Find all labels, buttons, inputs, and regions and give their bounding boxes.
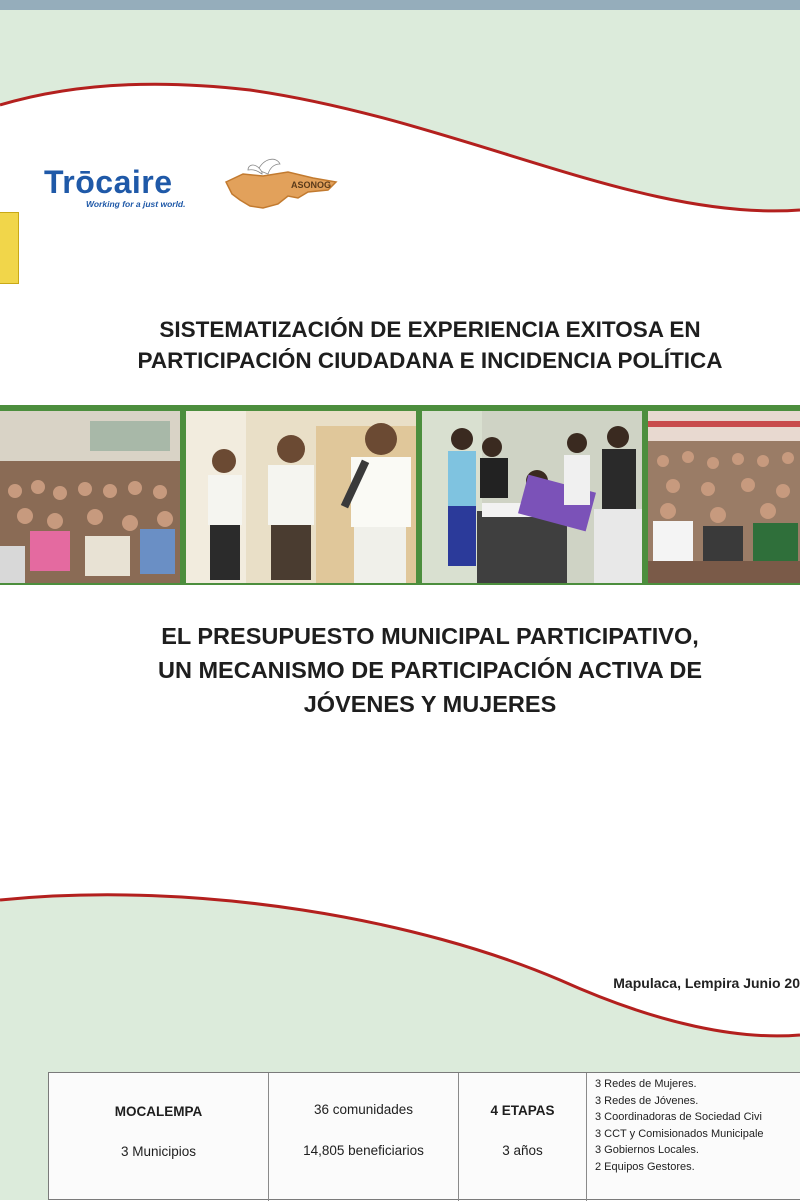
community-count: 36 comunidades — [313, 1102, 414, 1117]
main-title-line-2: PARTICIPACIÓN CIUDADANA E INCIDENCIA POLÍTICA — [137, 348, 723, 373]
list-item: 3 Gobiernos Locales. — [595, 1144, 699, 1156]
yellow-page-tab — [0, 212, 19, 284]
list-item: 2 Equipos Gestores. — [595, 1160, 695, 1173]
organization-name: MOCALEMPA — [114, 1104, 203, 1119]
summary-cell-stages — [459, 1073, 587, 1201]
photo-strip — [0, 405, 800, 585]
main-title-line-1: SISTEMATIZACIÓN DE EXPERIENCIA EXITOSA EN — [159, 317, 701, 342]
trocaire-wordmark: Trōcaire — [44, 164, 173, 200]
place-date-line: Mapulaca, Lempira Junio 20 — [613, 975, 800, 991]
municipality-count: 3 Municipios — [120, 1144, 197, 1159]
asonog-label: ASONOG — [291, 180, 332, 190]
summary-cell-reach — [269, 1073, 459, 1201]
signing-table-photo — [422, 411, 642, 583]
women-audience-photo — [648, 411, 800, 583]
subtitle-line-3: JÓVENES Y MUJERES — [303, 691, 557, 717]
list-item: 3 Redes de Mujeres. — [595, 1078, 697, 1090]
community-assembly-photo — [0, 411, 180, 583]
summary-cell-groups — [587, 1073, 800, 1201]
trocaire-tagline: Working for a just world. — [86, 199, 186, 209]
beneficiary-count: 14,805 beneficiarios — [303, 1143, 424, 1158]
stage-count: 4 ETAPAS — [490, 1103, 555, 1118]
duration-years: 3 años — [502, 1143, 543, 1158]
main-title — [60, 314, 800, 376]
subtitle-line-2: UN MECANISMO DE PARTICIPACIÓN ACTIVA DE — [158, 657, 702, 683]
subtitle-line-1: EL PRESUPUESTO MUNICIPAL PARTICIPATIVO, — [161, 623, 699, 649]
trocaire-logo — [44, 164, 214, 214]
list-item: 3 Redes de Jóvenes. — [595, 1094, 699, 1107]
speakers-microphone-photo — [186, 411, 416, 583]
summary-table — [48, 1072, 800, 1200]
asonog-logo — [218, 152, 343, 227]
list-item: 3 Coordinadoras de Sociedad Civi — [595, 1111, 762, 1123]
groups-list — [595, 1076, 764, 1175]
subtitle — [60, 619, 800, 721]
summary-cell-organization — [49, 1073, 269, 1201]
list-item: 3 CCT y Comisionados Municipale — [595, 1127, 764, 1140]
